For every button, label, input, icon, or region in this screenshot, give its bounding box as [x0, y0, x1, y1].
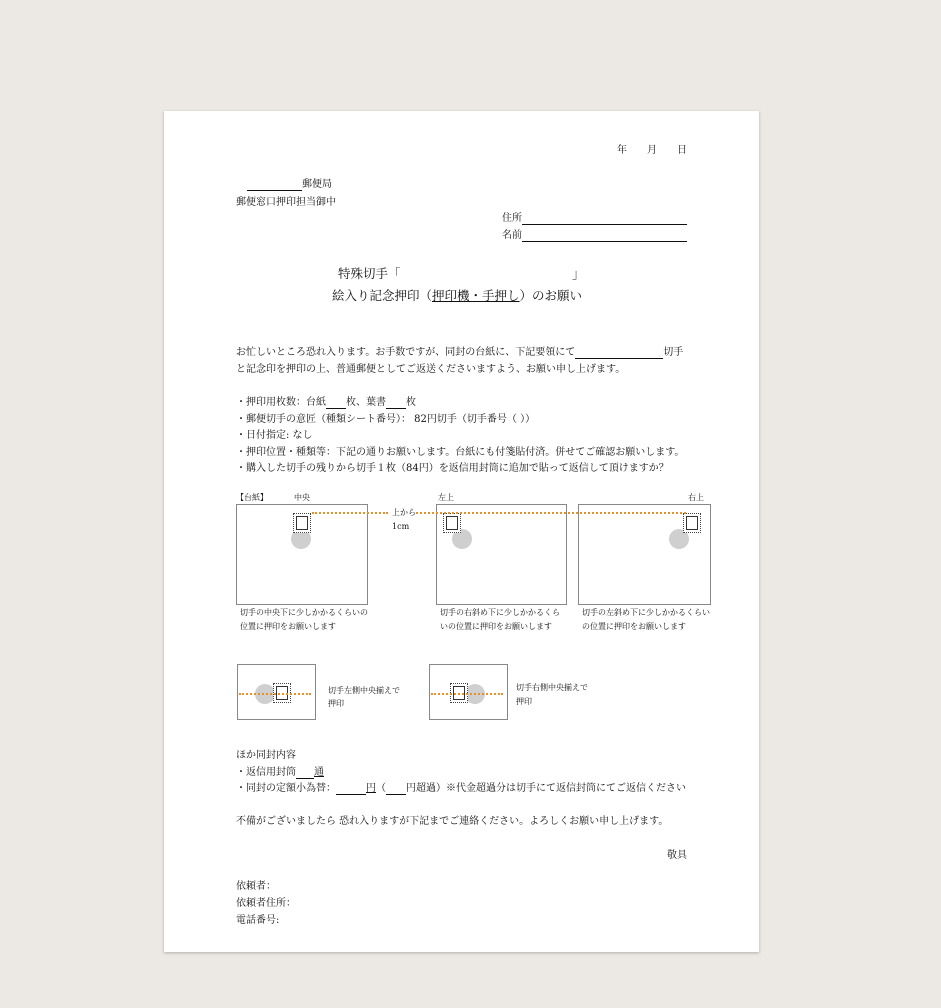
caption-tl-2: いの位置に押印をお願いします: [440, 622, 552, 631]
guide-line-segment: [431, 693, 503, 695]
stamp-name-blank: [575, 347, 663, 359]
diagram-right-middle: [429, 664, 508, 720]
date-year: 年: [617, 145, 627, 156]
title-line2-prefix: 絵入り記念押印（: [332, 288, 433, 303]
name-label: 名前: [502, 230, 522, 241]
post-office-blank: [247, 190, 302, 191]
intro-line2: と記念印を押印の上、普通郵便としてご返送くださいますよう、お願い申し上げます。: [236, 364, 626, 375]
diagram-left-middle: [237, 664, 316, 720]
requester-name-label: 依頼者：: [236, 881, 276, 892]
item-count-b: 枚、葉書: [346, 397, 386, 408]
caption-left-mid-2: 押印: [328, 699, 344, 708]
caption-right-mid-1: 切手右側中央揃えで: [516, 683, 588, 692]
stamp-icon: [443, 513, 461, 533]
enclosure-money: [236, 783, 686, 795]
daishi-count-blank: [326, 397, 346, 409]
envelope-count-blank: [296, 767, 314, 779]
enclosure-money-b: 円: [366, 783, 376, 794]
enclosure-envelope-b: 通: [314, 767, 324, 778]
address-blank: [522, 224, 687, 225]
money-amount-blank: [336, 783, 366, 795]
title-line2: [332, 288, 582, 303]
daishi-label: 【台紙】: [236, 493, 268, 502]
stamp-icon: [293, 513, 311, 533]
enclosure-money-c: （: [376, 783, 386, 794]
diagram-top-right: [578, 504, 711, 605]
item-position: ・押印位置・種類等：下記の通りお願いします。台紙にも付箋貼付済。併せてご確認お願いします。: [236, 447, 685, 458]
stamp-icon: [683, 513, 701, 533]
guide-line-segment: [312, 512, 388, 514]
sign-off: 敬具: [667, 850, 687, 861]
name-blank: [522, 241, 687, 242]
item-date: ・日付指定: なし: [236, 430, 313, 441]
post-office-label: 郵便局: [302, 179, 332, 190]
enclosure-money-d: 円超過）※代金超過分は切手にて返信封筒にてご返信ください: [406, 783, 686, 794]
top-left-label: 左上: [438, 493, 454, 502]
title-line2-underlined: 押印機・手押し: [432, 288, 520, 303]
item-count-a: ・押印用枚数：台紙: [236, 397, 326, 408]
caption-center-2: 位置に押印をお願いします: [240, 622, 336, 631]
title-line1-prefix: 特殊切手「: [338, 266, 401, 281]
caption-tr-1: 切手の左斜め下に少しかかるくらい: [582, 608, 710, 617]
title-line2-suffix: ）のお願い: [519, 288, 583, 303]
diagram-top-left: [436, 504, 567, 605]
caption-center-1: 切手の中央下に少しかかるくらいの: [240, 608, 368, 617]
intro-line1-a: お忙しいところ恐れ入ります。お手数ですが、同封の台紙に、下記要領にて: [236, 347, 576, 358]
date-day: 日: [677, 145, 687, 156]
money-excess-blank: [386, 783, 406, 795]
title-line1-suffix: 」: [572, 266, 585, 281]
requester-phone-label: 電話番号:: [236, 915, 280, 926]
caption-tl-1: 切手の右斜め下に少しかかるくら: [440, 608, 560, 617]
date-month: 月: [647, 145, 657, 156]
offset-label-2: 1cm: [392, 522, 410, 531]
item-count: [236, 397, 416, 409]
item-return-stamp: ・購入した切手の残りから切手１枚（84円）を返信用封筒に追加で貼って返信して頂けますか？: [236, 463, 669, 474]
hagaki-count-blank: [386, 397, 406, 409]
requester-address-label: 依頼者住所：: [236, 898, 296, 909]
caption-left-mid-1: 切手左側中央揃えで: [328, 686, 400, 695]
enclosure-money-a: ・同封の定額小為替：: [236, 783, 336, 794]
guide-line-segment: [239, 693, 311, 695]
center-label: 中央: [294, 493, 310, 502]
caption-right-mid-2: 押印: [516, 697, 532, 706]
intro-line1-b: 切手: [663, 347, 684, 358]
enclosure-heading: ほか同封内容: [236, 750, 296, 761]
item-count-c: 枚: [406, 397, 416, 408]
enclosure-envelope: [236, 767, 324, 779]
caption-tr-2: の位置に押印をお願いします: [582, 622, 686, 631]
intro-line1: [236, 347, 683, 359]
letter-page: [164, 111, 759, 952]
top-right-label: 右上: [688, 493, 704, 502]
enclosure-envelope-a: ・返信用封筒: [236, 767, 296, 778]
guide-line-segment: [416, 512, 686, 514]
closing-text: 不備がございましたら 恐れ入りますが下記までご連絡ください。よろしくお願い申し上げます。: [236, 816, 669, 827]
department-label: 郵便窓口押印担当御中: [236, 197, 336, 208]
offset-label-1: 上から: [392, 508, 416, 517]
diagram-center: [236, 504, 368, 605]
item-design: ・郵便切手の意匠（種類シート番号）： 82円切手（切手番号（ ））: [236, 414, 536, 425]
address-label: 住所: [502, 213, 522, 224]
